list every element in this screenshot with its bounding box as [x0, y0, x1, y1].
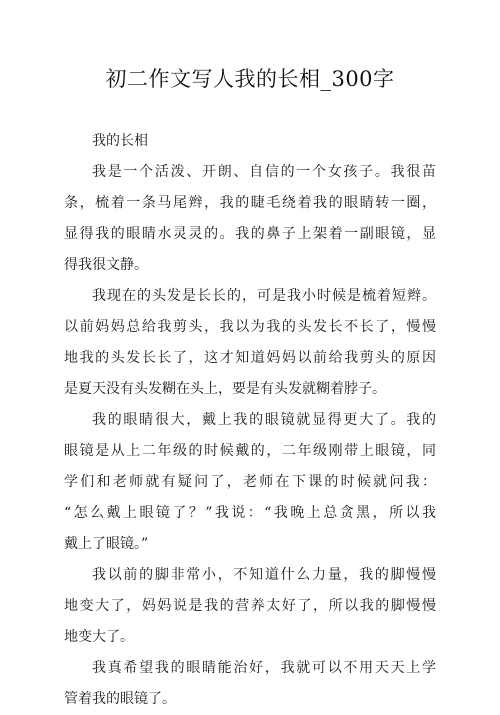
- paragraph-line: 是夏天没有头发糊在头上，要是有头发就糊着脖子。: [64, 381, 386, 397]
- paragraph-line: 我现在的头发是长长的，可是我小时候是梳着短辫。: [92, 288, 436, 304]
- paragraph-line: 显得我的眼睛水灵灵的。我的鼻子上架着一副眼镜，显: [64, 226, 436, 242]
- paragraph-line: 地变大了，妈妈说是我的营养太好了，所以我的脚慢慢: [64, 598, 436, 614]
- document-body: [64, 126, 436, 715]
- paragraph-line: 我的眼睛很大，戴上我的眼镜就显得更大了。我的: [92, 412, 436, 428]
- paragraph-line: 我以前的脚非常小，不知道什么力量，我的脚慢慢: [92, 567, 436, 583]
- paragraph-line: 眼镜是从上二年级的时候戴的，二年级刚带上眼镜，同: [64, 443, 436, 459]
- essay-subtitle: 我的长相: [92, 133, 148, 149]
- paragraph-line: 以前妈妈总给我剪头，我以为我的头发长不长了，慢慢: [64, 319, 436, 335]
- paragraph-line: 管着我的眼镜了。: [64, 691, 176, 707]
- paragraph-line: 我真希望我的眼睛能治好，我就可以不用天天上学: [92, 660, 436, 676]
- paragraph-5: [64, 653, 436, 715]
- paragraph-line: 得我很文静。: [64, 257, 148, 273]
- paragraph-line: 戴上了眼镜。”: [64, 536, 149, 552]
- paragraph-line: 地变大了。: [64, 629, 134, 645]
- document-title: 初二作文写人我的长相_300字: [105, 67, 395, 91]
- paragraph-line: 条，梳着一条马尾辫，我的睫毛绕着我的眼睛转一圈，: [64, 195, 436, 211]
- paragraph-3: [64, 405, 436, 560]
- paragraph-line: “怎么戴上眼镜了？”我说：“我晚上总贪黑，所以我: [64, 505, 436, 521]
- paragraph-line: 我是一个活泼、开朗、自信的一个女孩子。我很苗: [92, 164, 436, 180]
- paragraph-4: [64, 560, 436, 653]
- paragraph-line: 学们和老师就有疑问了，老师在下课的时候就问我：: [64, 474, 436, 490]
- paragraph-line: 地我的头发长长了，这才知道妈妈以前给我剪头的原因: [64, 350, 436, 366]
- paragraph-1: [64, 157, 436, 281]
- paragraph-2: [64, 281, 436, 405]
